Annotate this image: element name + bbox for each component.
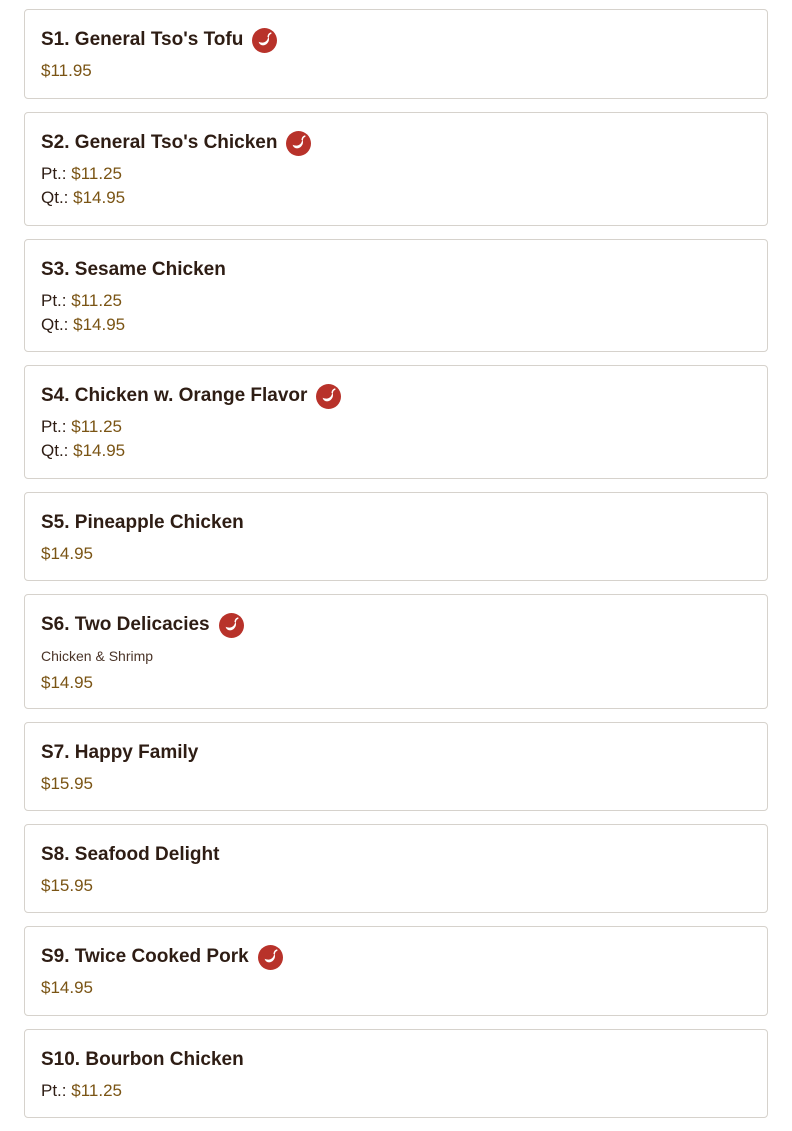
price: $11.95: [41, 61, 92, 80]
price: $14.95: [73, 188, 126, 207]
chili-pepper-icon: [316, 384, 341, 409]
menu-item-title: S5. Pineapple Chicken: [41, 512, 244, 533]
menu-item-prices: [41, 874, 751, 898]
menu-item-title: S1. General Tso's Tofu: [41, 29, 244, 50]
menu-item-prices: [41, 1079, 751, 1103]
menu-item-prices: [41, 671, 751, 695]
menu-item-header: [41, 129, 751, 157]
menu-item-prices: [41, 976, 751, 1000]
size-label: Pt.:: [41, 417, 67, 436]
size-label: Pt.:: [41, 1081, 67, 1100]
menu-item-prices: [41, 59, 751, 83]
price: $15.95: [41, 876, 93, 895]
menu-item-card[interactable]: [24, 112, 768, 226]
menu-item-header: [41, 611, 751, 639]
price-line: [41, 415, 751, 439]
menu-item-prices: [41, 415, 751, 463]
menu-item-card[interactable]: [24, 926, 768, 1016]
size-label: Qt.:: [41, 441, 69, 460]
price-line: [41, 59, 751, 83]
menu-item-title: S8. Seafood Delight: [41, 844, 220, 865]
menu-item-header: [41, 739, 751, 767]
menu-item-title: S3. Sesame Chicken: [41, 259, 226, 280]
price: $11.25: [71, 417, 122, 436]
price: $14.95: [41, 978, 93, 997]
menu-item-card[interactable]: [24, 594, 768, 709]
price: $14.95: [73, 441, 126, 460]
chili-pepper-icon: [219, 613, 244, 638]
price-line: [41, 186, 751, 210]
price-line: [41, 313, 751, 337]
menu-item-header: [41, 509, 751, 537]
price: $14.95: [41, 544, 93, 563]
price: $14.95: [41, 673, 93, 692]
chili-pepper-icon: [258, 945, 283, 970]
menu-item-title: S2. General Tso's Chicken: [41, 132, 278, 153]
menu-item-prices: [41, 162, 751, 210]
price-line: [41, 976, 751, 1000]
menu-item-header: [41, 256, 751, 284]
menu-item-list: [24, 9, 768, 1131]
menu-item-card[interactable]: [24, 9, 768, 99]
price: $14.95: [73, 315, 126, 334]
menu-item-card[interactable]: [24, 492, 768, 581]
menu-item-card[interactable]: [24, 1029, 768, 1118]
size-label: Pt.:: [41, 164, 67, 183]
menu-item-prices: [41, 542, 751, 566]
price: $11.25: [71, 164, 122, 183]
menu-item-title: S4. Chicken w. Orange Flavor: [41, 385, 308, 406]
price-line: [41, 874, 751, 898]
menu-item-card[interactable]: [24, 722, 768, 811]
price-line: [41, 162, 751, 186]
size-label: Qt.:: [41, 188, 69, 207]
price-line: [41, 289, 751, 313]
menu-item-header: [41, 841, 751, 869]
menu-item-header: [41, 382, 751, 410]
price-line: [41, 671, 751, 695]
menu-item-title: S6. Two Delicacies: [41, 614, 210, 635]
menu-item-title: S10. Bourbon Chicken: [41, 1049, 244, 1070]
price: $15.95: [41, 774, 93, 793]
price: $11.25: [71, 1081, 122, 1100]
menu-item-prices: [41, 772, 751, 796]
menu-item-header: [41, 1046, 751, 1074]
price: $11.25: [71, 291, 122, 310]
menu-item-card[interactable]: [24, 365, 768, 479]
price-line: [41, 772, 751, 796]
price-line: [41, 439, 751, 463]
menu-item-header: [41, 26, 751, 54]
chili-pepper-icon: [286, 131, 311, 156]
menu-item-card[interactable]: [24, 239, 768, 352]
size-label: Pt.:: [41, 291, 67, 310]
size-label: Qt.:: [41, 315, 69, 334]
menu-item-prices: [41, 289, 751, 337]
price-line: [41, 542, 751, 566]
menu-item-title: S9. Twice Cooked Pork: [41, 946, 249, 967]
menu-item-header: [41, 943, 751, 971]
menu-item-title: S7. Happy Family: [41, 742, 199, 763]
menu-item-description: Chicken & Shrimp: [41, 648, 154, 664]
chili-pepper-icon: [252, 28, 277, 53]
price-line: [41, 1079, 751, 1103]
menu-item-card[interactable]: [24, 824, 768, 913]
